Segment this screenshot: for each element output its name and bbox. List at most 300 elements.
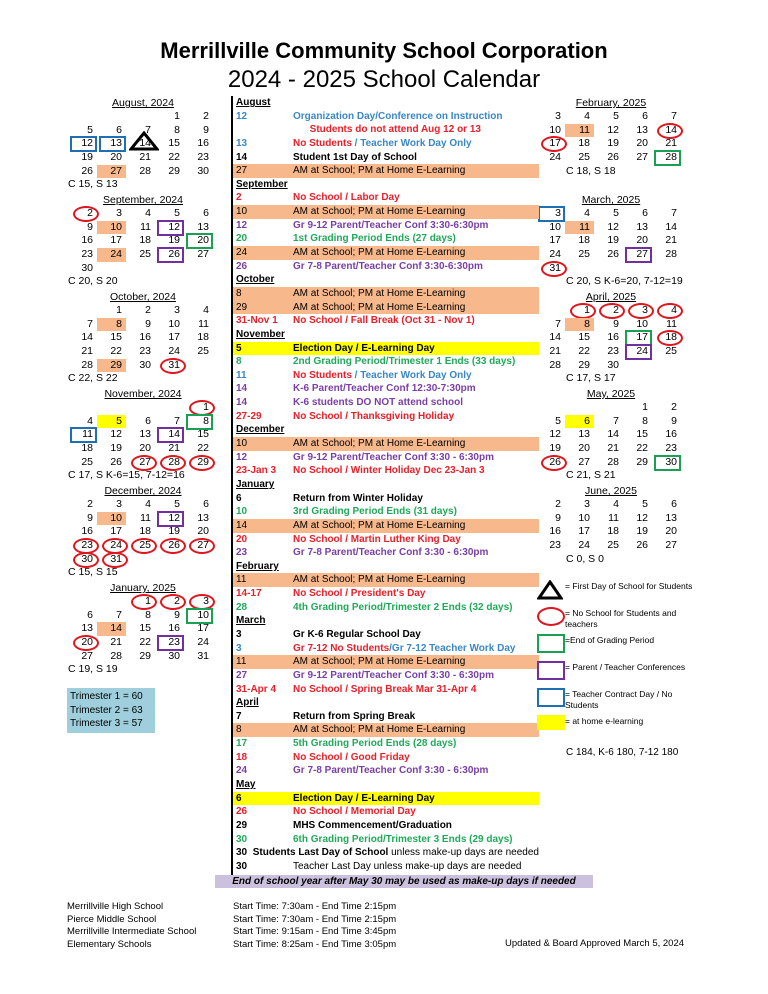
day-cell [68, 525, 97, 539]
day-cell [155, 207, 184, 221]
event-text: AM at School; PM at Home E-Learning [293, 165, 466, 177]
day-number: 10 [110, 220, 122, 233]
event-date: 23-Jan 3 [236, 465, 277, 477]
empty-cell [68, 401, 97, 415]
day-number: 20 [110, 151, 122, 164]
day-cell [97, 512, 126, 526]
yellow-legend-icon [537, 715, 565, 730]
day-cell [155, 165, 184, 179]
day-number: 13 [110, 137, 122, 150]
month-header [233, 423, 539, 437]
event-text: Gr 7-8 Parent/Teacher Conf 3:30 - 6:30pm [293, 547, 489, 559]
day-number: 12 [636, 511, 648, 524]
event-row [233, 710, 539, 724]
day-number: 16 [139, 331, 151, 344]
day-number: 23 [665, 442, 677, 455]
day-cell [68, 553, 97, 567]
day-number: 22 [110, 345, 122, 358]
day-number: 17 [549, 234, 561, 247]
day-cell [97, 622, 126, 636]
day-number: 6 [203, 498, 209, 510]
day-cell [594, 539, 623, 553]
week-row [536, 137, 686, 151]
day-cell [623, 428, 652, 442]
day-number: 27 [578, 455, 590, 468]
event-date: 3 [236, 642, 242, 654]
circle-marker-icon [189, 400, 215, 416]
day-cell [68, 622, 97, 636]
day-number: 23 [81, 248, 93, 261]
day-number: 28 [665, 248, 677, 261]
empty-cell [97, 401, 126, 415]
empty-cell [594, 401, 623, 415]
day-number: 20 [197, 525, 209, 538]
month-header-label: November [236, 328, 285, 340]
day-cell [536, 539, 565, 553]
school-time: Start Time: 8:25am - End Time 3:05pm [233, 938, 397, 950]
school-time: Start Time: 9:15am - End Time 3:45pm [233, 926, 397, 937]
day-cell [565, 456, 594, 470]
empty-cell [126, 401, 155, 415]
day-number: 7 [87, 317, 93, 330]
day-number: 30 [665, 455, 677, 468]
day-number: 11 [579, 123, 590, 136]
event-date: 2 [236, 192, 242, 204]
empty-cell [565, 401, 594, 415]
day-cell [623, 318, 652, 332]
week-row [536, 359, 686, 373]
day-number: 13 [665, 511, 677, 524]
day-cell [155, 525, 184, 539]
day-number: 27 [636, 248, 648, 261]
event-date: 8 [236, 287, 242, 299]
month-title: February, 2025 [575, 97, 647, 109]
event-date: 20 [236, 533, 248, 545]
day-cell [97, 525, 126, 539]
day-cell [68, 442, 97, 456]
day-number: 18 [81, 442, 93, 455]
day-cell [184, 124, 213, 138]
event-description [293, 587, 425, 601]
day-number: 16 [81, 525, 93, 538]
event-row [233, 492, 539, 506]
day-cell [68, 124, 97, 138]
event-date: 10 [236, 206, 248, 218]
empty-cell [652, 359, 681, 373]
day-number: 11 [140, 220, 151, 233]
day-cell [594, 415, 623, 429]
day-cell [184, 525, 213, 539]
day-cell [652, 539, 681, 553]
event-row [233, 437, 539, 451]
week-row [68, 110, 218, 124]
day-number: 2 [203, 110, 209, 122]
event-row [233, 342, 539, 356]
day-number: 9 [671, 414, 677, 427]
day-cell [126, 304, 155, 318]
day-cell [594, 137, 623, 151]
day-number: 25 [139, 539, 151, 552]
day-cell [652, 442, 681, 456]
month-header-label: January [236, 478, 275, 490]
day-cell [594, 442, 623, 456]
day-cell [623, 539, 652, 553]
event-date: 14-17 [236, 588, 262, 600]
day-number: 12 [607, 220, 619, 233]
day-cell [97, 442, 126, 456]
day-number: 28 [607, 455, 619, 468]
event-row [233, 860, 539, 874]
day-cell [565, 331, 594, 345]
event-date: 24 [236, 247, 248, 259]
event-description [293, 246, 465, 260]
week-row [68, 650, 218, 664]
day-cell [623, 456, 652, 470]
event-date: 11 [236, 574, 247, 586]
day-cell [536, 137, 565, 151]
day-number: 12 [549, 428, 561, 441]
day-number: 4 [584, 110, 590, 122]
event-row [233, 123, 539, 137]
month-summary: C 22, S 22 [68, 372, 118, 385]
day-number: 1 [145, 595, 151, 607]
day-number: 26 [81, 164, 93, 177]
week-row [536, 318, 686, 332]
event-date: 27 [236, 165, 248, 177]
event-date: 7 [236, 710, 242, 722]
total-days: C 184, K-6 180, 7-12 180 [566, 747, 679, 758]
day-cell [652, 456, 681, 470]
day-cell [126, 165, 155, 179]
event-date: 30 [236, 860, 248, 872]
event-row [233, 723, 539, 737]
day-number: 9 [87, 220, 93, 233]
legend-item [537, 659, 707, 686]
day-cell [594, 304, 623, 318]
day-cell [184, 539, 213, 553]
day-number: 30 [81, 552, 93, 565]
month-title: August, 2024 [112, 97, 174, 109]
day-cell [536, 234, 565, 248]
month-april [536, 290, 686, 386]
day-cell [97, 151, 126, 165]
day-number: 2 [174, 595, 180, 607]
day-number: 16 [168, 622, 180, 635]
event-date: 6 [236, 792, 242, 804]
event-row [233, 464, 539, 478]
day-number: 9 [87, 511, 93, 524]
day-cell [184, 456, 213, 470]
week-row [68, 609, 218, 623]
event-text: Election Day / E-Learning Day [293, 792, 435, 804]
event-text: /Gr 7-12 Teacher Work Day [389, 642, 516, 654]
event-description [293, 410, 454, 424]
empty-cell [155, 262, 184, 276]
day-cell [536, 221, 565, 235]
day-number: 7 [555, 317, 561, 330]
day-cell [565, 137, 594, 151]
circle-marker-icon [599, 303, 625, 319]
event-description [293, 628, 421, 642]
event-row [233, 287, 539, 301]
event-date: 30 [236, 833, 248, 845]
day-number: 17 [197, 622, 209, 635]
event-text: Organization Day/Conference on Instruction [293, 110, 503, 122]
day-number: 5 [174, 207, 180, 219]
day-number: 1 [203, 401, 209, 413]
day-number: 22 [636, 442, 648, 455]
day-cell [97, 221, 126, 235]
day-cell [184, 636, 213, 650]
day-cell [155, 609, 184, 623]
day-cell [97, 207, 126, 221]
day-number: 19 [168, 234, 180, 247]
day-number: 3 [555, 207, 561, 219]
week-row [68, 151, 218, 165]
day-cell [565, 539, 594, 553]
day-cell [97, 165, 126, 179]
day-cell [155, 137, 184, 151]
day-cell [594, 498, 623, 512]
day-cell [652, 512, 681, 526]
day-cell [652, 151, 681, 165]
day-number: 10 [636, 317, 648, 330]
event-date: 17 [236, 738, 248, 750]
day-number: 8 [642, 414, 648, 427]
day-number: 25 [197, 345, 209, 358]
school-row [67, 901, 396, 914]
event-date: 14 [236, 383, 248, 395]
day-cell [68, 539, 97, 553]
week-row [536, 207, 686, 221]
day-number: 2 [671, 401, 677, 413]
event-row [233, 764, 539, 778]
event-row [233, 819, 539, 833]
day-cell [565, 124, 594, 138]
day-cell [652, 124, 681, 138]
event-text: Student 1st Day of School [293, 151, 417, 163]
day-number: 26 [168, 248, 180, 261]
day-cell [97, 636, 126, 650]
day-number: 15 [197, 428, 209, 441]
day-number: 14 [665, 220, 677, 233]
day-number: 8 [203, 414, 209, 427]
day-cell [652, 137, 681, 151]
day-cell [126, 539, 155, 553]
trimester-1: Trimester 1 = 60 [70, 691, 143, 702]
day-cell [155, 512, 184, 526]
empty-cell [97, 110, 126, 124]
day-number: 19 [549, 442, 561, 455]
day-number: 12 [168, 511, 180, 524]
day-cell [184, 110, 213, 124]
month-header [233, 614, 539, 628]
day-number: 20 [139, 442, 151, 455]
empty-cell [536, 401, 565, 415]
event-row [233, 246, 539, 260]
event-date: 23 [236, 547, 248, 559]
event-description [293, 287, 465, 301]
month-january [68, 581, 218, 677]
day-cell [536, 498, 565, 512]
calendar-title: 2024 - 2025 School Calendar [227, 66, 541, 93]
day-number: 6 [145, 414, 151, 427]
day-number: 8 [584, 317, 590, 330]
day-number: 3 [174, 304, 180, 316]
day-number: 28 [139, 164, 151, 177]
week-row [68, 221, 218, 235]
day-number: 27 [81, 649, 93, 662]
day-cell [126, 609, 155, 623]
event-description [293, 751, 410, 765]
day-number: 6 [584, 414, 590, 427]
day-cell [68, 165, 97, 179]
day-number: 4 [671, 304, 677, 316]
day-cell [68, 234, 97, 248]
day-cell [652, 207, 681, 221]
day-cell [652, 110, 681, 124]
event-text: No School / Labor Day [293, 192, 400, 204]
event-date: 14 [236, 519, 248, 531]
month-header-label: December [236, 424, 285, 436]
day-cell [565, 248, 594, 262]
event-description [293, 819, 452, 833]
day-number: 22 [168, 151, 180, 164]
event-text: 6th Grading Period/Trimester 3 Ends (29 days) [293, 833, 513, 845]
day-cell [184, 318, 213, 332]
event-row [233, 301, 539, 315]
day-cell [536, 442, 565, 456]
month-title: June, 2025 [585, 485, 637, 497]
month-summary: C 21, S 21 [566, 469, 616, 482]
day-number: 29 [168, 164, 180, 177]
day-cell [126, 151, 155, 165]
event-description [293, 314, 475, 328]
day-number: 5 [116, 414, 122, 427]
month-summary: C 0, S 0 [566, 552, 604, 565]
day-cell [652, 331, 681, 345]
event-date: 8 [236, 356, 242, 368]
month-header-label: September [236, 178, 288, 190]
day-number: 24 [168, 345, 180, 358]
day-number: 7 [613, 414, 619, 427]
day-number: 6 [671, 498, 677, 510]
day-cell [536, 415, 565, 429]
day-cell [155, 428, 184, 442]
day-number: 27 [665, 539, 677, 552]
day-number: 10 [549, 123, 561, 136]
day-cell [565, 442, 594, 456]
day-number: 8 [116, 317, 122, 330]
day-number: 26 [607, 248, 619, 261]
day-number: 8 [174, 123, 180, 136]
day-number: 14 [110, 622, 122, 635]
event-text: Gr 9-12 Parent/Teacher Conf 3:30 - 6:30pm [293, 669, 494, 681]
event-row [233, 587, 539, 601]
empty-cell [536, 304, 565, 318]
day-number: 27 [197, 248, 209, 261]
month-header-label: August [236, 97, 271, 108]
day-cell [623, 221, 652, 235]
day-number: 29 [578, 358, 590, 371]
week-row [68, 345, 218, 359]
event-row [233, 737, 539, 751]
legend-item [537, 713, 707, 740]
day-number: 11 [579, 220, 590, 233]
event-description [293, 369, 472, 383]
day-number: 29 [110, 358, 122, 371]
week-row [536, 221, 686, 235]
week-row [68, 262, 218, 276]
event-text: 4th Grading Period/Trimester 2 Ends (32 days) [293, 601, 513, 613]
day-cell [155, 498, 184, 512]
day-cell [623, 498, 652, 512]
event-text: 3rd Grading Period Ends (31 days) [293, 506, 457, 518]
event-row [233, 382, 539, 396]
day-number: 11 [82, 428, 93, 441]
day-cell [155, 636, 184, 650]
week-row [68, 622, 218, 636]
day-cell [184, 622, 213, 636]
legend-item [537, 632, 707, 659]
event-description [293, 301, 465, 315]
day-number: 23 [197, 151, 209, 164]
month-header [233, 273, 539, 287]
day-cell [97, 304, 126, 318]
month-header-label: May [236, 779, 256, 791]
end-of-year-note: End of school year after May 30 may be used as make-up days if needed [215, 875, 593, 888]
day-number: 24 [549, 248, 561, 261]
day-number: 14 [665, 123, 677, 136]
day-cell [594, 318, 623, 332]
day-cell [97, 124, 126, 138]
day-cell [623, 345, 652, 359]
triangle-legend-icon [537, 580, 563, 602]
event-date: 24 [236, 765, 248, 777]
event-text: Gr 9-12 Parent/Teacher Conf 3:30 - 6:30pm [293, 451, 494, 463]
week-row [536, 331, 686, 345]
week-row [68, 234, 218, 248]
day-cell [97, 609, 126, 623]
week-row [68, 359, 218, 373]
day-cell [68, 151, 97, 165]
day-number: 26 [636, 539, 648, 552]
day-cell [184, 401, 213, 415]
day-cell [184, 234, 213, 248]
month-header [233, 96, 539, 110]
day-number: 13 [636, 220, 648, 233]
day-cell [126, 137, 155, 151]
day-cell [652, 248, 681, 262]
day-cell [594, 428, 623, 442]
day-cell [565, 304, 594, 318]
day-number: 20 [197, 234, 209, 247]
day-number: 25 [81, 455, 93, 468]
day-number: 24 [578, 539, 590, 552]
day-number: 30 [139, 358, 151, 371]
empty-cell [126, 110, 155, 124]
day-cell [652, 345, 681, 359]
week-row [536, 234, 686, 248]
day-cell [536, 207, 565, 221]
legend-label: = Teacher Contract Day / No Students [565, 689, 673, 710]
legend [537, 578, 707, 740]
day-cell [565, 428, 594, 442]
week-row [68, 318, 218, 332]
week-row [68, 442, 218, 456]
month-summary: C 15, S 13 [68, 178, 118, 191]
day-number: 1 [116, 304, 122, 316]
